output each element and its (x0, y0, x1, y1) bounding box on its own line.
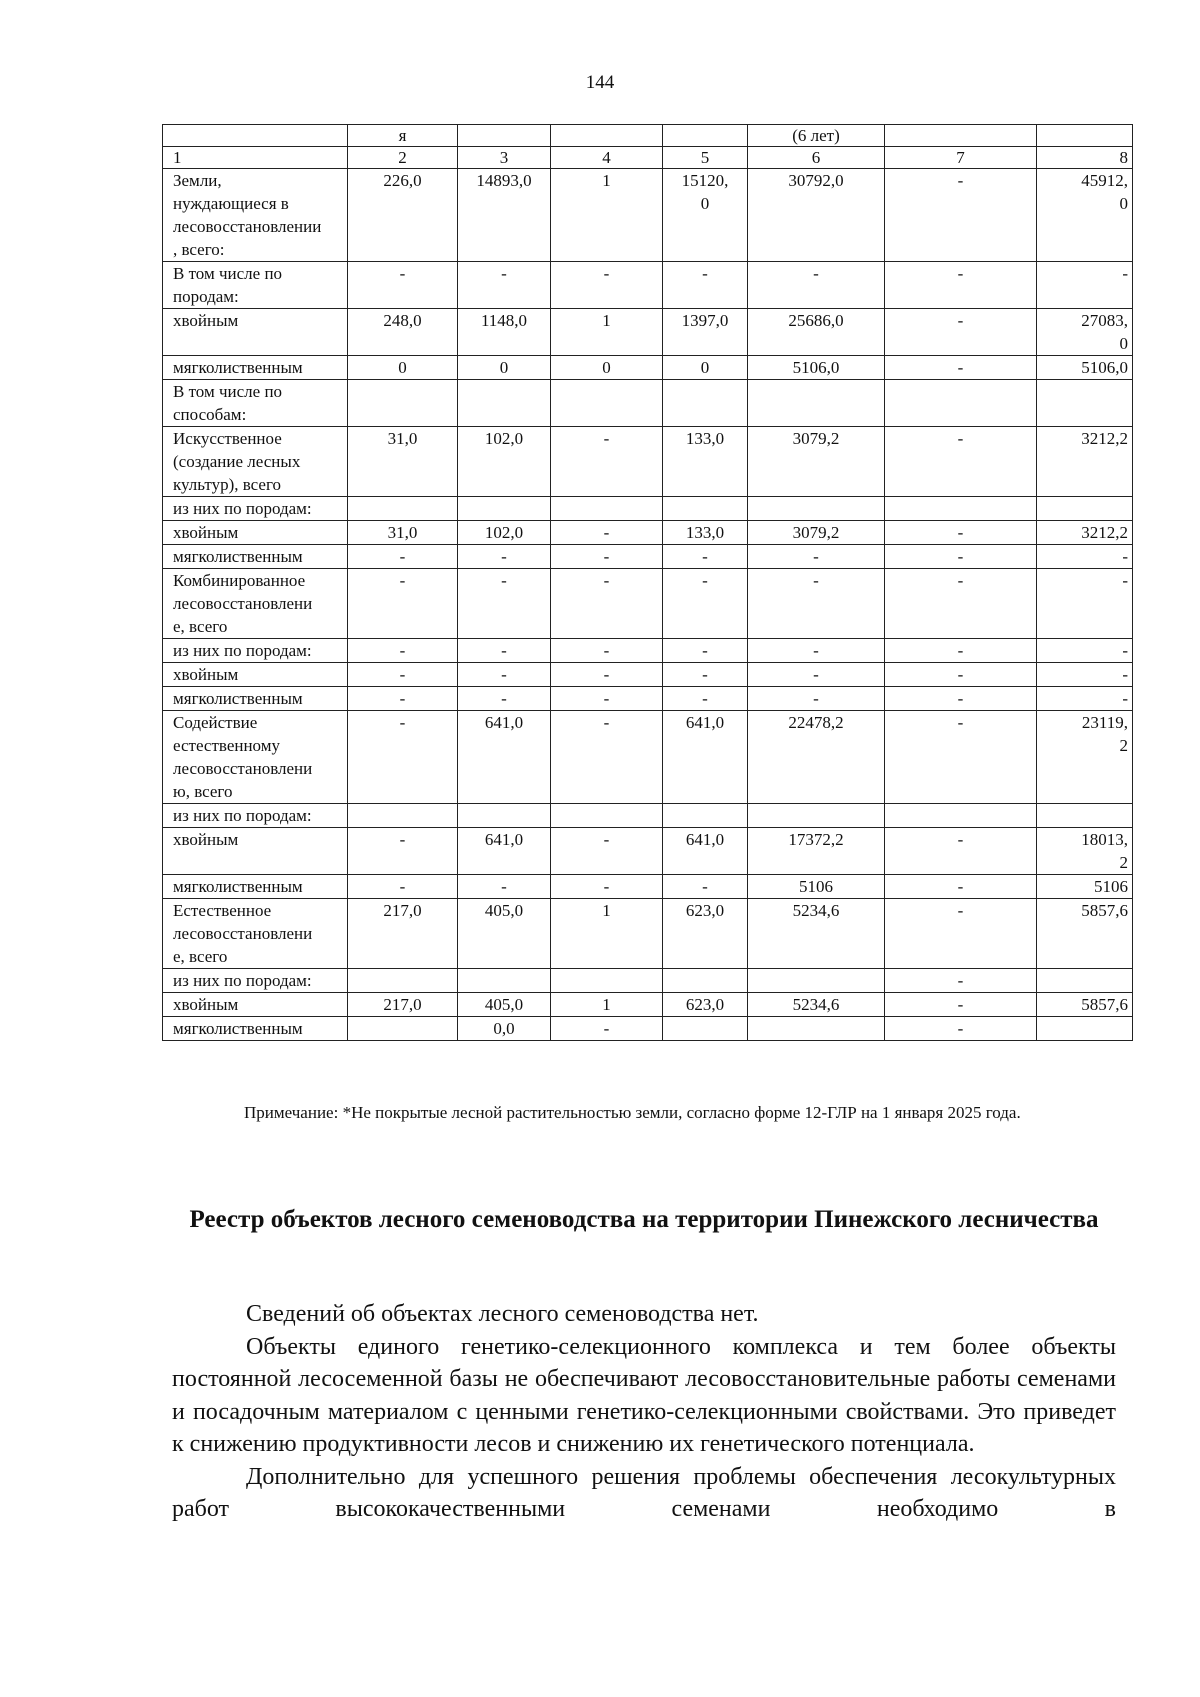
table-row (163, 1017, 1133, 1041)
table-cell: - (885, 309, 1037, 356)
table-row (163, 639, 1133, 663)
table-cell: 405,0 (458, 899, 551, 969)
table-cell: - (748, 639, 885, 663)
table-cell: - (458, 875, 551, 899)
table-row (163, 380, 1133, 427)
table-cell: В том числе по способам: (163, 380, 348, 427)
table-cell: 641,0 (663, 711, 748, 804)
table-cell: - (551, 711, 663, 804)
table-row (163, 569, 1133, 639)
table-cell: 5 (663, 147, 748, 169)
table-cell: - (1037, 262, 1133, 309)
table-cell (885, 125, 1037, 147)
table-cell: - (348, 687, 458, 711)
table-row (163, 545, 1133, 569)
table-cell: - (348, 569, 458, 639)
table-cell (551, 497, 663, 521)
table-cell: 0 (663, 356, 748, 380)
table-cell: - (885, 427, 1037, 497)
table-cell: 30792,0 (748, 169, 885, 262)
table-cell: В том числе по породам: (163, 262, 348, 309)
table-cell: 405,0 (458, 993, 551, 1017)
table-cell: - (1037, 569, 1133, 639)
table-cell (551, 125, 663, 147)
table-cell (348, 380, 458, 427)
table-cell (1037, 1017, 1133, 1041)
table-cell (663, 1017, 748, 1041)
table-cell: - (885, 687, 1037, 711)
table-cell: хвойным (163, 828, 348, 875)
table-cell (348, 1017, 458, 1041)
table-cell: 18013, 2 (1037, 828, 1133, 875)
table-cell: 102,0 (458, 427, 551, 497)
table-cell: - (663, 875, 748, 899)
table-cell: мягколиственным (163, 687, 348, 711)
table-cell: - (348, 828, 458, 875)
table-cell: 8 (1037, 147, 1133, 169)
table-cell: Содействие естественному лесовосстановлени ю, всего (163, 711, 348, 804)
table-row (163, 804, 1133, 828)
table-cell (458, 804, 551, 828)
table-cell (663, 125, 748, 147)
table-cell: 0 (551, 356, 663, 380)
table-cell (1037, 380, 1133, 427)
table-cell: Земли, нуждающиеся в лесовосстановлении , всего: (163, 169, 348, 262)
table-cell (885, 497, 1037, 521)
table-cell: - (663, 545, 748, 569)
reforestation-table (162, 124, 1133, 1041)
table-cell: хвойным (163, 993, 348, 1017)
table-cell: - (458, 262, 551, 309)
table-header-fragment-row (163, 125, 1133, 147)
table-cell: 23119, 2 (1037, 711, 1133, 804)
table-cell (663, 969, 748, 993)
section-heading: Реестр объектов лесного семеноводства на территории Пинежского лесничества (189, 1206, 1099, 1233)
table-cell (663, 804, 748, 828)
table-cell: Комбинированное лесовосстановлени е, всего (163, 569, 348, 639)
table-cell: 226,0 (348, 169, 458, 262)
table-cell: - (748, 663, 885, 687)
paragraph: Объекты единого генетико-селекционного комплекса и тем более объекты постоянной лесосеменной базы не обеспечивают лесовосстановительные работы семенами и посадочным материалом с ценными генетико-селекционными свойствами. Это приведет к снижению продуктивности лесов и снижению их генетического потенциала. (172, 1333, 1116, 1457)
table-cell: 623,0 (663, 899, 748, 969)
table-row (163, 663, 1133, 687)
table-cell: мягколиственным (163, 1017, 348, 1041)
table-cell: 0 (348, 356, 458, 380)
table-cell: 102,0 (458, 521, 551, 545)
table-cell: - (348, 711, 458, 804)
table-cell (748, 497, 885, 521)
table-cell: - (885, 828, 1037, 875)
table-cell: из них по породам: (163, 497, 348, 521)
table-cell (458, 380, 551, 427)
table-cell: - (1037, 663, 1133, 687)
table-row (163, 711, 1133, 804)
table-row (163, 356, 1133, 380)
table-cell (551, 969, 663, 993)
table-cell: 5106,0 (748, 356, 885, 380)
table-cell: - (348, 875, 458, 899)
table-cell (1037, 969, 1133, 993)
body-text (172, 1298, 1116, 1526)
table-cell: - (885, 993, 1037, 1017)
table-cell: - (748, 569, 885, 639)
table-row (163, 899, 1133, 969)
table-cell (348, 804, 458, 828)
table-cell: 6 (748, 147, 885, 169)
table-cell: - (885, 663, 1037, 687)
table-cell: 641,0 (458, 711, 551, 804)
table-cell: - (348, 663, 458, 687)
table-cell (163, 125, 348, 147)
table-cell: - (748, 545, 885, 569)
table-cell: 1 (551, 169, 663, 262)
table-row (163, 262, 1133, 309)
table-cell: - (348, 545, 458, 569)
table-cell: 17372,2 (748, 828, 885, 875)
table-cell: - (551, 639, 663, 663)
table-cell: - (348, 262, 458, 309)
table-cell: 3212,2 (1037, 521, 1133, 545)
table-cell: - (663, 569, 748, 639)
table-cell: 31,0 (348, 427, 458, 497)
table-cell: - (885, 969, 1037, 993)
table-cell: - (663, 262, 748, 309)
table-cell: - (1037, 545, 1133, 569)
table-cell: 22478,2 (748, 711, 885, 804)
table-cell: 5106 (748, 875, 885, 899)
table-cell: 3 (458, 147, 551, 169)
table-body (163, 125, 1133, 1041)
table-row (163, 993, 1133, 1017)
table-cell: 27083, 0 (1037, 309, 1133, 356)
table-cell: 641,0 (663, 828, 748, 875)
table-cell: 5106 (1037, 875, 1133, 899)
table-cell: - (551, 828, 663, 875)
table-cell: 3079,2 (748, 521, 885, 545)
table-cell: 1 (163, 147, 348, 169)
table-cell: - (748, 687, 885, 711)
table-row (163, 497, 1133, 521)
table-cell: - (663, 639, 748, 663)
table-cell: 623,0 (663, 993, 748, 1017)
table-row (163, 875, 1133, 899)
table-cell: - (885, 875, 1037, 899)
table-cell: 3212,2 (1037, 427, 1133, 497)
table-cell: 2 (348, 147, 458, 169)
table-row (163, 427, 1133, 497)
table-row (163, 687, 1133, 711)
table-cell (748, 380, 885, 427)
table-cell (748, 1017, 885, 1041)
table-row (163, 169, 1133, 262)
table-cell: - (458, 663, 551, 687)
table-cell: - (458, 687, 551, 711)
paragraph: Дополнительно для успешного решения проблемы обеспечения лесокультурных работ высококачественными семенами необходимо в (172, 1463, 1116, 1522)
table-cell: 217,0 (348, 899, 458, 969)
table-cell: - (748, 262, 885, 309)
table-cell: Естественное лесовосстановлени е, всего (163, 899, 348, 969)
table-cell: 5106,0 (1037, 356, 1133, 380)
table-cell: хвойным (163, 309, 348, 356)
table-cell: - (551, 521, 663, 545)
table-cell: 7 (885, 147, 1037, 169)
table-cell: 5857,6 (1037, 899, 1133, 969)
table-cell: - (458, 569, 551, 639)
table-cell: 248,0 (348, 309, 458, 356)
table-cell: - (551, 875, 663, 899)
table-cell: - (885, 356, 1037, 380)
table-cell: 3079,2 (748, 427, 885, 497)
table-cell: 31,0 (348, 521, 458, 545)
table-cell: - (551, 569, 663, 639)
table-cell: 15120, 0 (663, 169, 748, 262)
table-note: Примечание: *Не покрытые лесной растительностью земли, согласно форме 12-ГЛР на 1 января 2025 года. (244, 1103, 1021, 1122)
table-cell: - (885, 262, 1037, 309)
table-cell: - (885, 569, 1037, 639)
table-cell: - (885, 639, 1037, 663)
table-cell (1037, 804, 1133, 828)
table-cell (885, 804, 1037, 828)
table-cell: - (885, 1017, 1037, 1041)
table-cell (551, 380, 663, 427)
table-cell: 45912, 0 (1037, 169, 1133, 262)
table-cell (1037, 497, 1133, 521)
table-cell: я (348, 125, 458, 147)
table-cell: 1 (551, 899, 663, 969)
table-cell: 5234,6 (748, 899, 885, 969)
table-cell: 5234,6 (748, 993, 885, 1017)
table-cell: 5857,6 (1037, 993, 1133, 1017)
table-cell: - (551, 427, 663, 497)
table-row (163, 521, 1133, 545)
table-cell: - (1037, 687, 1133, 711)
table-cell: мягколиственным (163, 545, 348, 569)
table-cell (885, 380, 1037, 427)
table-cell (551, 804, 663, 828)
table-row (163, 309, 1133, 356)
table-cell: 1148,0 (458, 309, 551, 356)
table-cell (1037, 125, 1133, 147)
table-cell: из них по породам: (163, 639, 348, 663)
table-column-numbers-row (163, 147, 1133, 169)
table-cell (748, 969, 885, 993)
table-cell: 133,0 (663, 521, 748, 545)
table-cell: 641,0 (458, 828, 551, 875)
table-cell (348, 497, 458, 521)
table-cell: - (885, 521, 1037, 545)
table-cell: из них по породам: (163, 804, 348, 828)
table-cell (458, 125, 551, 147)
table-cell (458, 969, 551, 993)
table-cell (748, 804, 885, 828)
table-cell (663, 380, 748, 427)
table-cell: мягколиственным (163, 875, 348, 899)
table-cell: - (1037, 639, 1133, 663)
table-cell: - (551, 262, 663, 309)
table-cell: мягколиственным (163, 356, 348, 380)
table-cell: - (551, 545, 663, 569)
page-number: 144 (585, 72, 615, 93)
table-cell: 0,0 (458, 1017, 551, 1041)
table-cell: - (551, 1017, 663, 1041)
table-cell: хвойным (163, 663, 348, 687)
table-cell: - (885, 169, 1037, 262)
table-cell: 217,0 (348, 993, 458, 1017)
table-row (163, 969, 1133, 993)
table-cell: из них по породам: (163, 969, 348, 993)
table-cell: 1397,0 (663, 309, 748, 356)
table-cell: - (458, 545, 551, 569)
table-cell: - (885, 545, 1037, 569)
table-cell: хвойным (163, 521, 348, 545)
table-cell (348, 969, 458, 993)
table-cell: - (551, 663, 663, 687)
table-cell: 1 (551, 993, 663, 1017)
table-cell: - (663, 663, 748, 687)
table-row (163, 828, 1133, 875)
table-cell: - (348, 639, 458, 663)
table-cell: 1 (551, 309, 663, 356)
table-cell: 0 (458, 356, 551, 380)
table-cell: - (458, 639, 551, 663)
paragraph: Сведений об объектах лесного семеноводства нет. (246, 1301, 759, 1327)
table-cell: - (663, 687, 748, 711)
table-cell: (6 лет) (748, 125, 885, 147)
table-cell: Искусственное (создание лесных культур), всего (163, 427, 348, 497)
table-cell: - (551, 687, 663, 711)
table-cell (663, 497, 748, 521)
table-cell: 25686,0 (748, 309, 885, 356)
table-cell: 4 (551, 147, 663, 169)
table-cell: - (885, 899, 1037, 969)
table-cell (458, 497, 551, 521)
table-cell: - (885, 711, 1037, 804)
table-cell: 14893,0 (458, 169, 551, 262)
table-cell: 133,0 (663, 427, 748, 497)
